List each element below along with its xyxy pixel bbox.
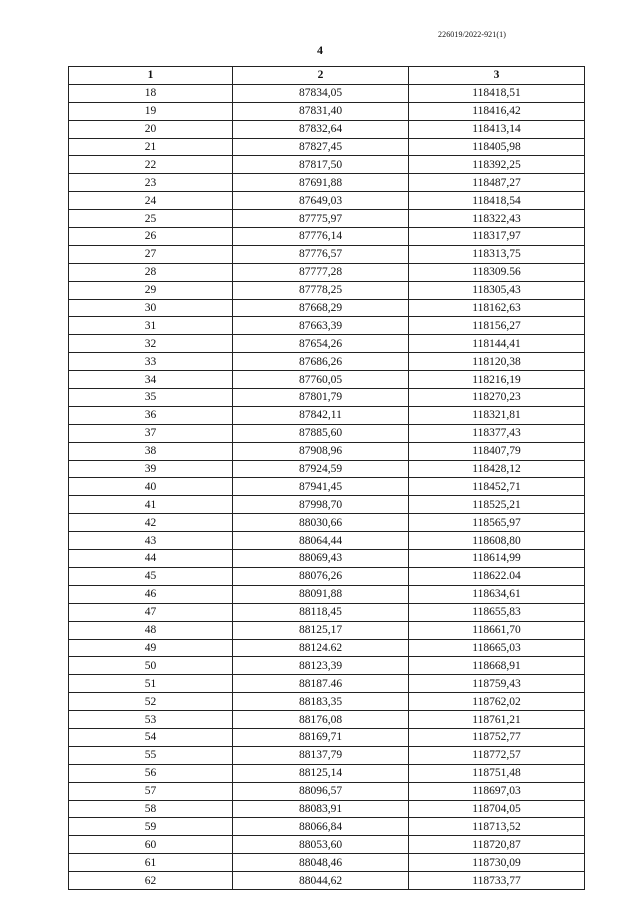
cell-point-number: 48: [69, 621, 233, 639]
cell-y-coordinate: 118309.56: [409, 263, 585, 281]
cell-point-number: 41: [69, 496, 233, 514]
cell-x-coordinate: 87842,11: [233, 406, 409, 424]
cell-y-coordinate: 118416,42: [409, 102, 585, 120]
cell-y-coordinate: 118752,77: [409, 728, 585, 746]
table-row: [69, 210, 585, 228]
cell-y-coordinate: 118565,97: [409, 514, 585, 532]
cell-y-coordinate: 118418,51: [409, 84, 585, 102]
table-row: [69, 496, 585, 514]
column-header-y: 3: [409, 67, 585, 85]
cell-x-coordinate: 87801,79: [233, 389, 409, 407]
cell-point-number: 59: [69, 818, 233, 836]
cell-x-coordinate: 88125,17: [233, 621, 409, 639]
cell-x-coordinate: 88083,91: [233, 800, 409, 818]
cell-y-coordinate: 118144,41: [409, 335, 585, 353]
cell-y-coordinate: 118661,70: [409, 621, 585, 639]
cell-y-coordinate: 118668,91: [409, 657, 585, 675]
table-body: [69, 84, 585, 889]
cell-x-coordinate: 87775,97: [233, 210, 409, 228]
cell-x-coordinate: 88118,45: [233, 603, 409, 621]
cell-point-number: 28: [69, 263, 233, 281]
table-row: [69, 764, 585, 782]
cell-point-number: 18: [69, 84, 233, 102]
table-row: [69, 836, 585, 854]
table-row: [69, 639, 585, 657]
table-row: [69, 424, 585, 442]
table-row: [69, 872, 585, 890]
cell-x-coordinate: 88030,66: [233, 514, 409, 532]
table-row: [69, 263, 585, 281]
table-row: [69, 675, 585, 693]
cell-point-number: 25: [69, 210, 233, 228]
table-row: [69, 693, 585, 711]
cell-y-coordinate: 118614,99: [409, 550, 585, 568]
cell-x-coordinate: 88044,62: [233, 872, 409, 890]
cell-x-coordinate: 87686,26: [233, 353, 409, 371]
table-row: [69, 228, 585, 246]
cell-y-coordinate: 118713,52: [409, 818, 585, 836]
cell-x-coordinate: 87817,50: [233, 156, 409, 174]
table-row: [69, 550, 585, 568]
cell-y-coordinate: 118704,05: [409, 800, 585, 818]
cell-point-number: 29: [69, 281, 233, 299]
cell-point-number: 22: [69, 156, 233, 174]
table-row: [69, 818, 585, 836]
cell-y-coordinate: 118313,75: [409, 245, 585, 263]
cell-x-coordinate: 88048,46: [233, 854, 409, 872]
cell-point-number: 43: [69, 532, 233, 550]
cell-x-coordinate: 88124.62: [233, 639, 409, 657]
table-row: [69, 800, 585, 818]
table-row: [69, 245, 585, 263]
cell-x-coordinate: 87777,28: [233, 263, 409, 281]
table-row: [69, 353, 585, 371]
cell-point-number: 40: [69, 478, 233, 496]
cell-x-coordinate: 87668,29: [233, 299, 409, 317]
cell-point-number: 42: [69, 514, 233, 532]
cell-point-number: 50: [69, 657, 233, 675]
cell-x-coordinate: 87908,96: [233, 442, 409, 460]
table-row: [69, 567, 585, 585]
cell-y-coordinate: 118162,63: [409, 299, 585, 317]
cell-x-coordinate: 88091,88: [233, 585, 409, 603]
table-row: [69, 389, 585, 407]
cell-point-number: 19: [69, 102, 233, 120]
table-row: [69, 138, 585, 156]
document-id: 226019/2022-921(1): [438, 30, 507, 39]
cell-y-coordinate: 118525,21: [409, 496, 585, 514]
cell-y-coordinate: 118407,79: [409, 442, 585, 460]
cell-x-coordinate: 87691,88: [233, 174, 409, 192]
cell-point-number: 55: [69, 746, 233, 764]
cell-point-number: 36: [69, 406, 233, 424]
table-header-row: [69, 67, 585, 85]
cell-point-number: 21: [69, 138, 233, 156]
table-row: [69, 585, 585, 603]
cell-x-coordinate: 88064,44: [233, 532, 409, 550]
table-row: [69, 192, 585, 210]
cell-point-number: 60: [69, 836, 233, 854]
table-row: [69, 442, 585, 460]
cell-x-coordinate: 87832,64: [233, 120, 409, 138]
cell-x-coordinate: 87831,40: [233, 102, 409, 120]
cell-y-coordinate: 118622.04: [409, 567, 585, 585]
table-row: [69, 371, 585, 389]
cell-point-number: 23: [69, 174, 233, 192]
table-row: [69, 746, 585, 764]
cell-point-number: 44: [69, 550, 233, 568]
table-row: [69, 156, 585, 174]
cell-y-coordinate: 118730,09: [409, 854, 585, 872]
cell-point-number: 47: [69, 603, 233, 621]
cell-x-coordinate: 87776,57: [233, 245, 409, 263]
cell-point-number: 46: [69, 585, 233, 603]
cell-y-coordinate: 118321,81: [409, 406, 585, 424]
coordinates-table: [68, 66, 585, 890]
cell-point-number: 24: [69, 192, 233, 210]
cell-y-coordinate: 118655,83: [409, 603, 585, 621]
cell-point-number: 58: [69, 800, 233, 818]
cell-x-coordinate: 88187.46: [233, 675, 409, 693]
table-row: [69, 711, 585, 729]
cell-y-coordinate: 118413,14: [409, 120, 585, 138]
cell-point-number: 45: [69, 567, 233, 585]
cell-point-number: 26: [69, 228, 233, 246]
table-row: [69, 174, 585, 192]
cell-y-coordinate: 118751,48: [409, 764, 585, 782]
cell-point-number: 27: [69, 245, 233, 263]
cell-x-coordinate: 87776,14: [233, 228, 409, 246]
table-row: [69, 335, 585, 353]
cell-y-coordinate: 118487,27: [409, 174, 585, 192]
cell-point-number: 35: [69, 389, 233, 407]
column-header-point: 1: [69, 67, 233, 85]
cell-y-coordinate: 118317,97: [409, 228, 585, 246]
cell-y-coordinate: 118156,27: [409, 317, 585, 335]
cell-x-coordinate: 88066,84: [233, 818, 409, 836]
table-row: [69, 478, 585, 496]
cell-point-number: 33: [69, 353, 233, 371]
cell-point-number: 57: [69, 782, 233, 800]
table-row: [69, 854, 585, 872]
cell-y-coordinate: 118428,12: [409, 460, 585, 478]
cell-y-coordinate: 118452,71: [409, 478, 585, 496]
cell-y-coordinate: 118405,98: [409, 138, 585, 156]
cell-y-coordinate: 118322,43: [409, 210, 585, 228]
cell-y-coordinate: 118720,87: [409, 836, 585, 854]
cell-x-coordinate: 88169,71: [233, 728, 409, 746]
cell-x-coordinate: 88183,35: [233, 693, 409, 711]
cell-y-coordinate: 118761,21: [409, 711, 585, 729]
table-row: [69, 84, 585, 102]
cell-point-number: 52: [69, 693, 233, 711]
cell-point-number: 38: [69, 442, 233, 460]
cell-y-coordinate: 118759,43: [409, 675, 585, 693]
cell-point-number: 20: [69, 120, 233, 138]
cell-y-coordinate: 118733,77: [409, 872, 585, 890]
cell-x-coordinate: 88125,14: [233, 764, 409, 782]
cell-y-coordinate: 118377,43: [409, 424, 585, 442]
cell-y-coordinate: 118772,57: [409, 746, 585, 764]
table-row: [69, 514, 585, 532]
table-row: [69, 281, 585, 299]
cell-y-coordinate: 118697,03: [409, 782, 585, 800]
cell-y-coordinate: 118216,19: [409, 371, 585, 389]
column-header-x: 2: [233, 67, 409, 85]
table-row: [69, 102, 585, 120]
table-row: [69, 657, 585, 675]
cell-x-coordinate: 88053,60: [233, 836, 409, 854]
table-row: [69, 299, 585, 317]
cell-y-coordinate: 118392,25: [409, 156, 585, 174]
cell-y-coordinate: 118608,80: [409, 532, 585, 550]
cell-x-coordinate: 87649,03: [233, 192, 409, 210]
cell-x-coordinate: 88076,26: [233, 567, 409, 585]
cell-x-coordinate: 87654,26: [233, 335, 409, 353]
cell-point-number: 56: [69, 764, 233, 782]
cell-y-coordinate: 118305,43: [409, 281, 585, 299]
table-row: [69, 120, 585, 138]
cell-point-number: 30: [69, 299, 233, 317]
cell-y-coordinate: 118634,61: [409, 585, 585, 603]
cell-point-number: 37: [69, 424, 233, 442]
cell-x-coordinate: 87924,59: [233, 460, 409, 478]
cell-point-number: 31: [69, 317, 233, 335]
table-row: [69, 460, 585, 478]
cell-x-coordinate: 87885,60: [233, 424, 409, 442]
table-row: [69, 532, 585, 550]
cell-y-coordinate: 118418,54: [409, 192, 585, 210]
table-row: [69, 621, 585, 639]
cell-x-coordinate: 87760,05: [233, 371, 409, 389]
table-row: [69, 782, 585, 800]
cell-x-coordinate: 88137,79: [233, 746, 409, 764]
table-row: [69, 603, 585, 621]
cell-point-number: 62: [69, 872, 233, 890]
cell-point-number: 49: [69, 639, 233, 657]
cell-x-coordinate: 87998,70: [233, 496, 409, 514]
cell-point-number: 32: [69, 335, 233, 353]
cell-point-number: 53: [69, 711, 233, 729]
cell-y-coordinate: 118665,03: [409, 639, 585, 657]
cell-point-number: 39: [69, 460, 233, 478]
cell-x-coordinate: 87663,39: [233, 317, 409, 335]
cell-y-coordinate: 118762,02: [409, 693, 585, 711]
cell-point-number: 34: [69, 371, 233, 389]
cell-point-number: 54: [69, 728, 233, 746]
cell-x-coordinate: 88123,39: [233, 657, 409, 675]
cell-x-coordinate: 87941,45: [233, 478, 409, 496]
cell-x-coordinate: 87834,05: [233, 84, 409, 102]
cell-x-coordinate: 88176,08: [233, 711, 409, 729]
cell-x-coordinate: 88096,57: [233, 782, 409, 800]
cell-x-coordinate: 87778,25: [233, 281, 409, 299]
table-row: [69, 406, 585, 424]
cell-x-coordinate: 87827,45: [233, 138, 409, 156]
cell-point-number: 51: [69, 675, 233, 693]
page-number: 4: [317, 43, 323, 57]
table-row: [69, 728, 585, 746]
cell-y-coordinate: 118270,23: [409, 389, 585, 407]
cell-x-coordinate: 88069,43: [233, 550, 409, 568]
cell-y-coordinate: 118120,38: [409, 353, 585, 371]
table-row: [69, 317, 585, 335]
cell-point-number: 61: [69, 854, 233, 872]
